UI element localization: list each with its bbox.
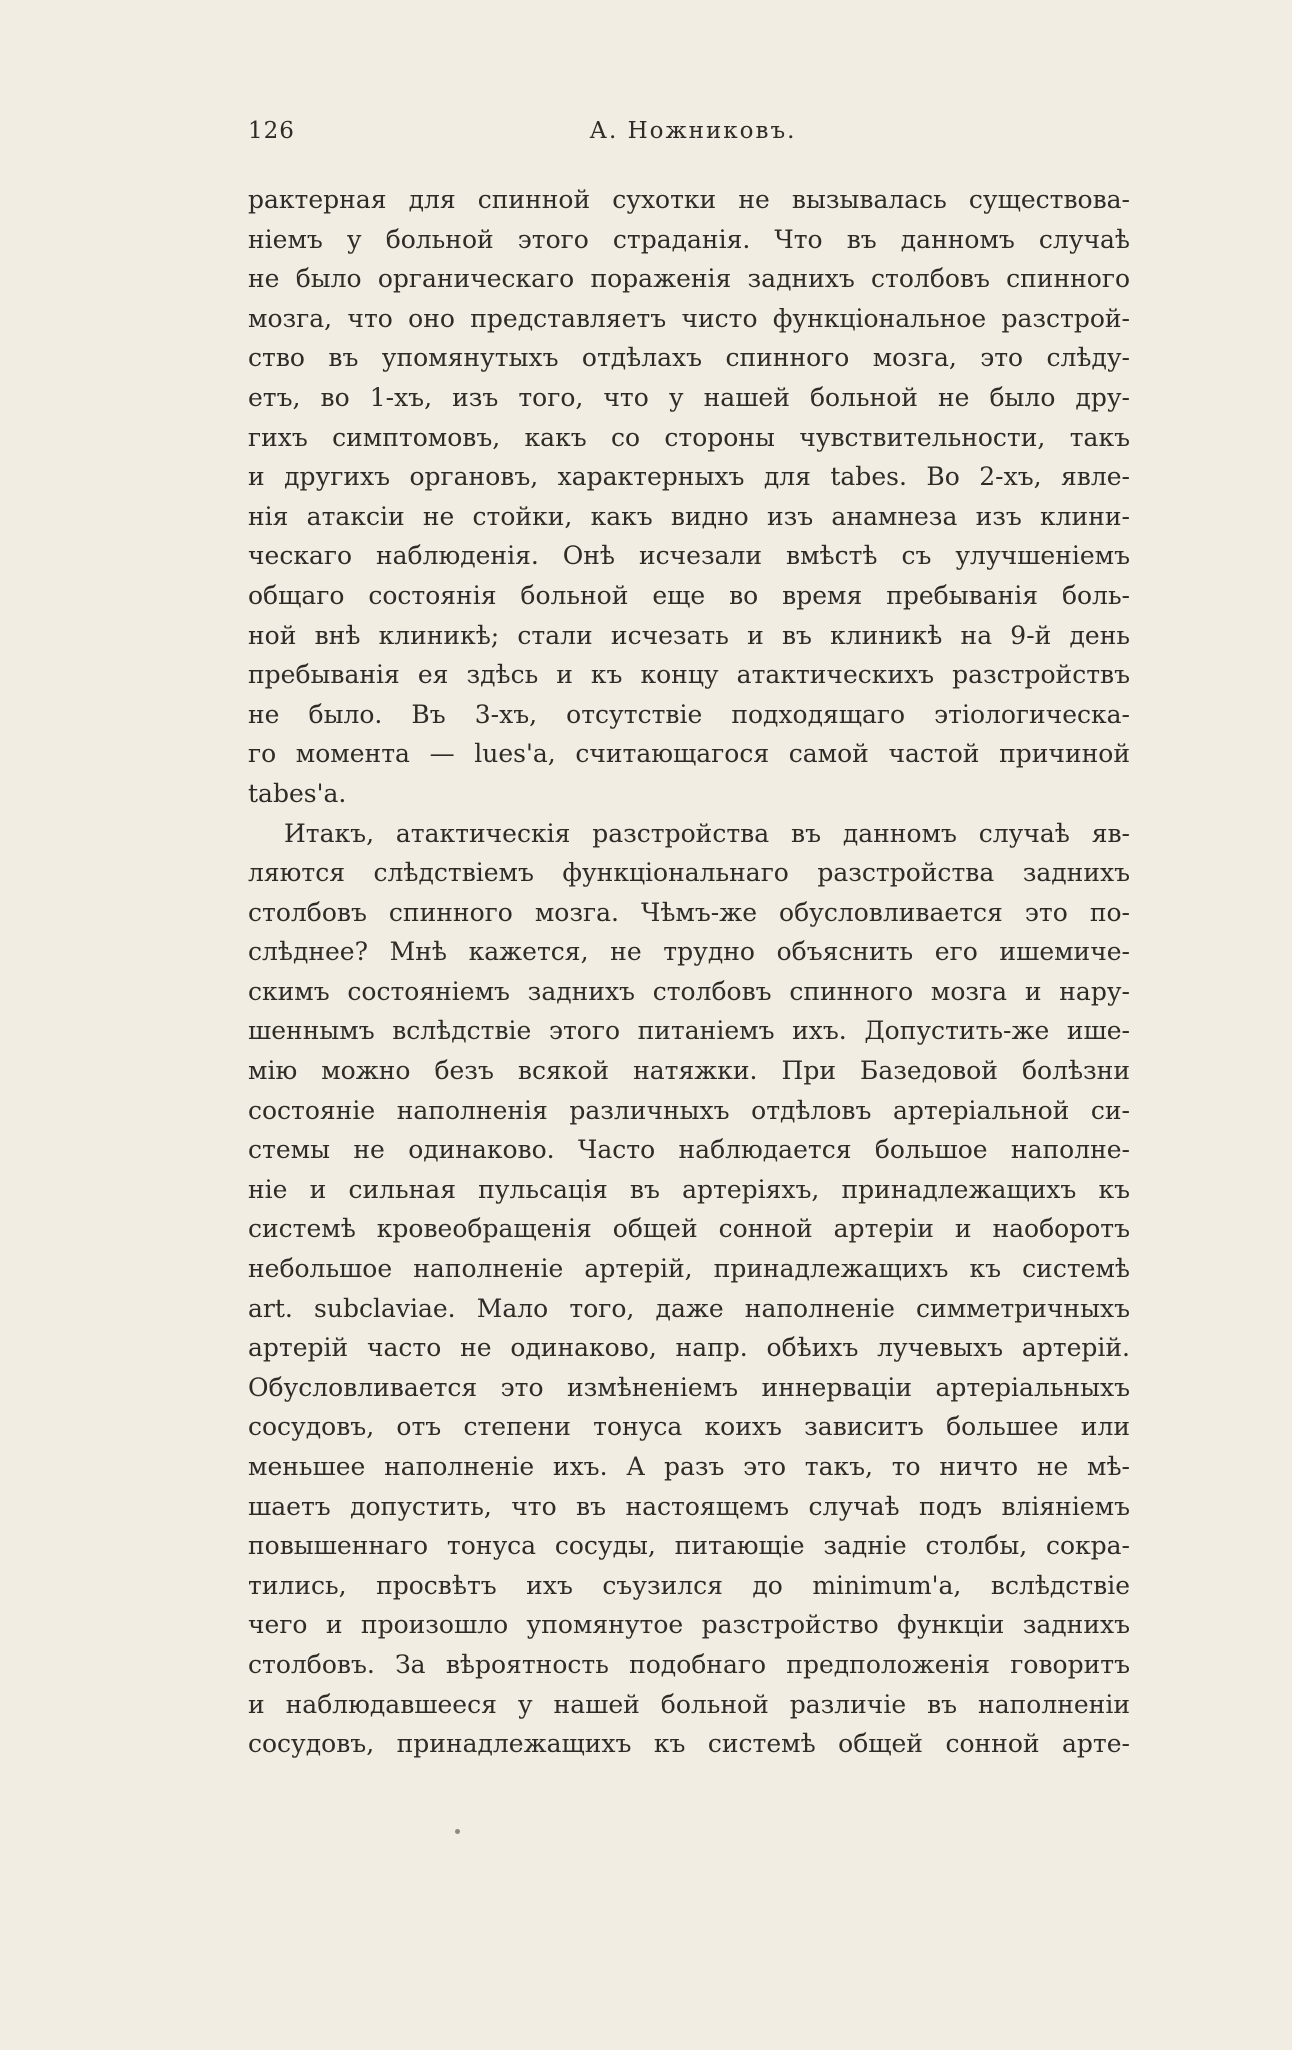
text-line: ческаго наблюденія. Онѣ исчезали вмѣстѣ съ улучшеніемъ [248, 541, 1130, 571]
text-line: пребыванія ея здѣсь и къ концу атактическихъ разстройствъ [248, 660, 1130, 690]
text-line: сосудовъ, отъ степени тонуса коихъ зависитъ большее или [248, 1412, 1130, 1442]
text-line: чего и произошло упомянутое разстройство функціи заднихъ [248, 1610, 1130, 1640]
text-line: мію можно безъ всякой натяжки. При Базедовой болѣзни [248, 1056, 1130, 1086]
text-line: и наблюдавшееся у нашей больной различіе въ наполненіи [248, 1689, 1130, 1719]
text-line: стемы не одинаково. Часто наблюдается большое наполне- [248, 1135, 1130, 1165]
text-line: сосудовъ, принадлежащихъ къ системѣ общей сонной арте- [248, 1729, 1130, 1759]
text-line: Обусловливается это измѣненіемъ иннерваціи артеріальныхъ [248, 1372, 1130, 1402]
text-line: ніе и сильная пульсація въ артеріяхъ, принадлежащихъ къ [248, 1174, 1130, 1204]
text-line: нія атаксіи не стойки, какъ видно изъ анамнеза изъ клини- [248, 501, 1130, 531]
text-line: тились, просвѣтъ ихъ съузился до minimum'a, вслѣдствіе [248, 1570, 1130, 1600]
text-line: ной внѣ клиникѣ; стали исчезать и въ клиникѣ на 9-й день [248, 620, 1130, 650]
text-line: ніемъ у больной этого страданія. Что въ данномъ случаѣ [248, 224, 1130, 254]
text-line: ляются слѣдствіемъ функціональнаго разстройства заднихъ [248, 858, 1130, 888]
text-line: етъ, во 1-хъ, изъ того, что у нашей больной не было дру- [248, 382, 1130, 412]
text-line: го момента — lues'a, считающагося самой частой причиной [248, 739, 1130, 769]
text-line: меньшее наполненіе ихъ. А разъ это такъ, то ничто не мѣ- [248, 1452, 1130, 1481]
page-number: 126 [248, 118, 295, 144]
paragraph-2 [248, 814, 1130, 1764]
running-head [248, 118, 1138, 154]
text-line: слѣднее? Мнѣ кажется, не трудно объяснить его ишемиче- [248, 937, 1130, 967]
paragraph-1 [248, 180, 1130, 814]
text-line: не было. Въ 3-хъ, отсутствіе подходящаго этіологическа- [248, 699, 1130, 729]
text-line: системѣ кровеобращенія общей сонной артеріи и наоборотъ [248, 1214, 1130, 1244]
text-line: и другихъ органовъ, характерныхъ для tabes. Во 2-хъ, явле- [248, 462, 1130, 492]
text-line: не было органическаго пораженія заднихъ столбовъ спинного [248, 264, 1130, 294]
body-text [248, 180, 1130, 1764]
text-line: шеннымъ вслѣдствіе этого питаніемъ ихъ. Допустить-же ише- [248, 1016, 1130, 1046]
paper-speck [455, 1829, 460, 1834]
text-line: небольшое наполненіе артерій, принадлежащихъ къ системѣ [248, 1254, 1130, 1284]
text-line: мозга, что оно представляетъ чисто функціональное разстрой- [248, 303, 1130, 333]
text-line: art. subclaviae. Мало того, даже наполненіе симметричныхъ [248, 1293, 1130, 1323]
text-line: tabes'a. [248, 778, 347, 808]
text-line: артерій часто не одинаково, напр. обѣихъ лучевыхъ артерій. [248, 1333, 1130, 1363]
text-line: ство въ упомянутыхъ отдѣлахъ спинного мозга, это слѣду- [248, 343, 1130, 373]
running-title: А. Ножниковъ. [589, 118, 797, 144]
text-line: столбовъ спинного мозга. Чѣмъ-же обусловливается это по- [248, 897, 1130, 927]
text-line: повышеннаго тонуса сосуды, питающіе задніе столбы, сокра- [248, 1531, 1130, 1561]
text-line: рактерная для спинной сухотки не вызывалась существова- [248, 185, 1130, 214]
text-line: общаго состоянія больной еще во время пребыванія боль- [248, 580, 1130, 610]
text-line: скимъ состояніемъ заднихъ столбовъ спинного мозга и нару- [248, 976, 1130, 1006]
text-line: столбовъ. За вѣроятность подобнаго предположенія говоритъ [248, 1649, 1130, 1679]
text-line: гихъ симптомовъ, какъ со стороны чувствительности, такъ [248, 422, 1130, 452]
text-line: Итакъ, атактическія разстройства въ данномъ случаѣ яв- [284, 818, 1130, 848]
text-line: состояніе наполненія различныхъ отдѣловъ артеріальной си- [248, 1095, 1130, 1125]
text-line: шаетъ допустить, что въ настоящемъ случаѣ подъ вліяніемъ [248, 1491, 1130, 1521]
